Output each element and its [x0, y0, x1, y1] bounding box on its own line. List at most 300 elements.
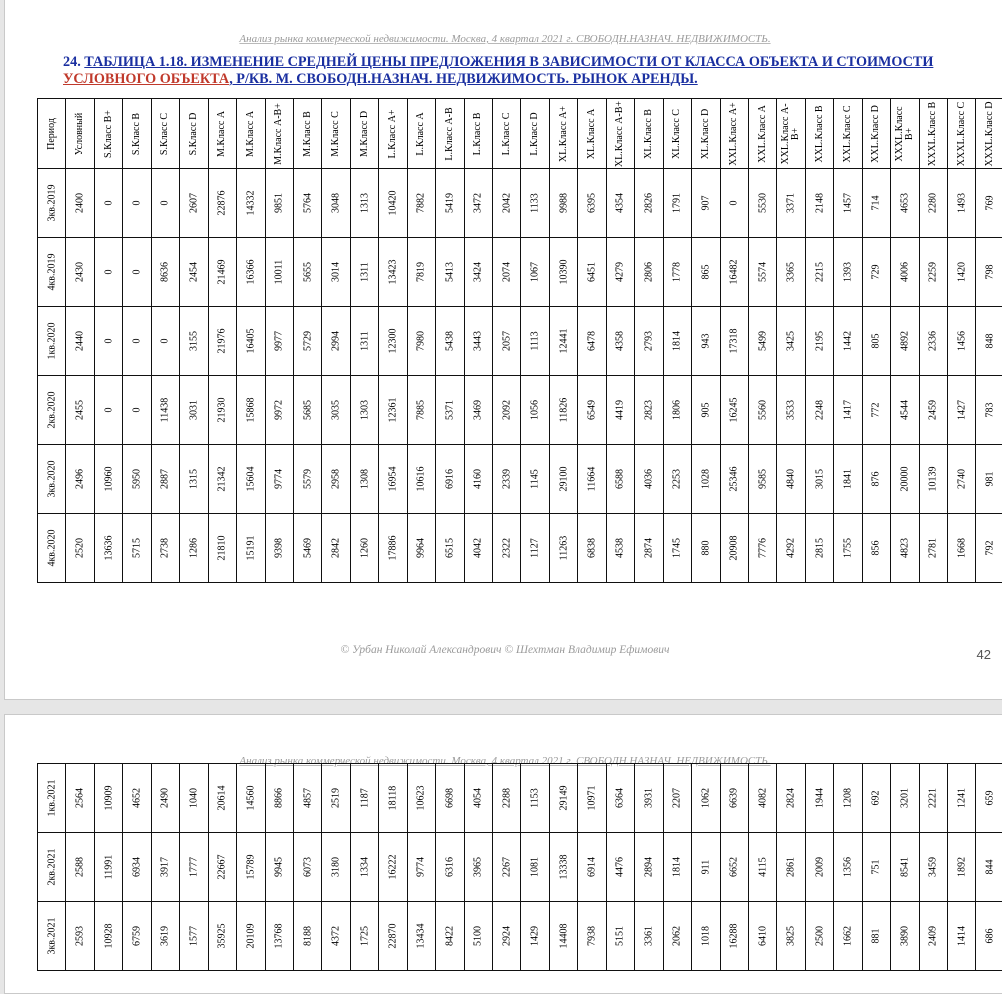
column-header	[322, 99, 350, 169]
value-cell	[293, 833, 321, 902]
value-cell	[692, 514, 720, 583]
value-cell-text: 2588	[75, 857, 86, 877]
value-cell	[322, 833, 350, 902]
value-cell	[293, 902, 321, 971]
value-cell	[493, 238, 521, 307]
value-cell	[976, 238, 1002, 307]
value-cell-text: 2887	[160, 469, 171, 489]
value-cell	[293, 764, 321, 833]
value-cell	[549, 169, 577, 238]
value-cell	[606, 514, 634, 583]
value-cell	[293, 307, 321, 376]
value-cell	[777, 376, 805, 445]
value-cell	[549, 445, 577, 514]
value-cell-text: 772	[871, 403, 882, 418]
value-cell-text: 2500	[814, 926, 825, 946]
value-cell-text: 2430	[75, 262, 86, 282]
value-cell-text: 15789	[245, 855, 256, 880]
value-cell	[521, 376, 549, 445]
value-cell	[464, 376, 492, 445]
value-cell-text: 5579	[302, 469, 313, 489]
value-cell	[322, 764, 350, 833]
column-header-text: S.Класс С	[160, 100, 170, 168]
value-cell-text: 1745	[672, 538, 683, 558]
value-cell	[322, 902, 350, 971]
value-cell	[720, 902, 748, 971]
value-cell	[293, 376, 321, 445]
period-cell-text: 4кв.2019	[46, 253, 57, 290]
value-cell-text: 1127	[530, 538, 541, 558]
value-cell	[123, 307, 151, 376]
table-row	[38, 764, 1002, 833]
value-cell-text: 25346	[729, 467, 740, 492]
value-cell	[265, 307, 293, 376]
value-cell	[948, 833, 976, 902]
column-header	[834, 99, 862, 169]
value-cell-text: 2894	[643, 857, 654, 877]
value-cell	[180, 376, 208, 445]
value-cell	[237, 514, 265, 583]
value-cell	[407, 238, 435, 307]
column-header	[578, 99, 606, 169]
value-cell-text: 5729	[302, 331, 313, 351]
period-cell	[38, 764, 66, 833]
value-cell-text: 2806	[643, 262, 654, 282]
value-cell-text: 3361	[643, 926, 654, 946]
value-cell-text: 22667	[217, 855, 228, 880]
value-cell	[94, 902, 122, 971]
value-cell-text: 3031	[188, 400, 199, 420]
value-cell	[919, 238, 947, 307]
value-cell-text: 1414	[956, 926, 967, 946]
value-cell	[407, 514, 435, 583]
value-cell	[834, 445, 862, 514]
value-cell-text: 13338	[558, 855, 569, 880]
column-header-text: M.Класс А	[246, 100, 256, 168]
value-cell	[720, 764, 748, 833]
value-cell	[919, 445, 947, 514]
column-header-text: XXL.Класс А-В+	[781, 100, 801, 168]
value-cell-text: 2057	[501, 331, 512, 351]
value-cell-text: 4115	[757, 857, 768, 877]
value-cell	[151, 514, 179, 583]
value-cell	[407, 307, 435, 376]
value-cell	[379, 376, 407, 445]
value-cell	[834, 307, 862, 376]
column-header	[976, 99, 1002, 169]
column-header	[265, 99, 293, 169]
value-cell-text: 8188	[302, 926, 313, 946]
value-cell	[493, 514, 521, 583]
value-cell-text: 769	[985, 196, 996, 211]
value-cell	[919, 764, 947, 833]
value-cell	[720, 307, 748, 376]
value-cell-text: 21469	[217, 260, 228, 285]
value-cell-text: 6395	[587, 193, 598, 213]
value-cell-text: 2221	[928, 788, 939, 808]
value-cell	[720, 169, 748, 238]
value-cell-text: 3533	[786, 400, 797, 420]
value-cell-text: 10909	[103, 786, 114, 811]
value-cell	[123, 902, 151, 971]
value-cell-text: 4036	[643, 469, 654, 489]
value-cell-text: 2994	[331, 331, 342, 351]
value-cell	[464, 169, 492, 238]
value-cell	[208, 169, 236, 238]
value-cell	[94, 445, 122, 514]
value-cell	[123, 238, 151, 307]
value-cell-text: 1892	[956, 857, 967, 877]
value-cell	[777, 902, 805, 971]
value-cell-text: 1778	[672, 262, 683, 282]
value-cell-text: 1056	[530, 400, 541, 420]
value-cell-text: 21342	[217, 467, 228, 492]
value-cell	[94, 307, 122, 376]
value-cell	[379, 514, 407, 583]
column-header-text: L.Класс В	[473, 100, 483, 168]
value-cell	[549, 902, 577, 971]
value-cell-text: 1303	[359, 400, 370, 420]
value-cell-text: 856	[871, 541, 882, 556]
value-cell-text: 6451	[587, 262, 598, 282]
value-cell-text: 3443	[473, 331, 484, 351]
value-cell-text: 21810	[217, 536, 228, 561]
value-cell-text: 3619	[160, 926, 171, 946]
value-cell	[692, 833, 720, 902]
value-cell	[464, 833, 492, 902]
value-cell-text: 11664	[587, 467, 598, 492]
column-header-text: XXL.Класс А	[758, 100, 768, 168]
column-header-text: L.Класс А-В	[445, 100, 455, 168]
value-cell	[350, 307, 378, 376]
value-cell-text: 659	[985, 791, 996, 806]
value-cell	[293, 514, 321, 583]
value-cell-text: 5655	[302, 262, 313, 282]
value-cell-text: 1315	[188, 469, 199, 489]
table-header-row	[38, 99, 1002, 169]
value-cell-text: 21976	[217, 329, 228, 354]
value-cell	[606, 902, 634, 971]
value-cell	[493, 169, 521, 238]
column-header	[549, 99, 577, 169]
value-cell-text: 686	[985, 929, 996, 944]
value-cell-text: 8866	[274, 788, 285, 808]
value-cell-text: 3048	[331, 193, 342, 213]
column-header-text: L.Класс А+	[388, 100, 398, 168]
value-cell-text: 880	[700, 541, 711, 556]
value-cell-text: 2248	[814, 400, 825, 420]
value-cell	[720, 376, 748, 445]
column-header-text: M.Класс D	[360, 100, 370, 168]
value-cell	[123, 169, 151, 238]
column-header-text: M.Класс А-В+	[274, 100, 284, 168]
value-cell	[635, 376, 663, 445]
value-cell-text: 2009	[814, 857, 825, 877]
value-cell-text: 0	[103, 408, 114, 413]
period-cell	[38, 376, 66, 445]
value-cell	[720, 514, 748, 583]
value-cell-text: 20109	[245, 924, 256, 949]
value-cell	[606, 238, 634, 307]
value-cell	[180, 514, 208, 583]
period-cell-text: 4кв.2020	[46, 529, 57, 566]
column-header	[350, 99, 378, 169]
value-cell	[976, 445, 1002, 514]
value-cell-text: 16222	[387, 855, 398, 880]
value-cell	[777, 514, 805, 583]
value-cell	[948, 764, 976, 833]
column-header	[692, 99, 720, 169]
value-cell-text: 12441	[558, 329, 569, 354]
value-cell-text: 10928	[103, 924, 114, 949]
value-cell	[379, 238, 407, 307]
table-row	[38, 169, 1002, 238]
value-cell	[606, 764, 634, 833]
value-cell	[663, 307, 691, 376]
value-cell	[549, 514, 577, 583]
value-cell-text: 2459	[928, 400, 939, 420]
value-cell	[834, 376, 862, 445]
value-cell-text: 5413	[444, 262, 455, 282]
value-cell	[862, 902, 890, 971]
value-cell	[834, 514, 862, 583]
value-cell-text: 13768	[274, 924, 285, 949]
value-cell	[464, 238, 492, 307]
value-cell	[834, 238, 862, 307]
value-cell-text: 15868	[245, 398, 256, 423]
column-header-text: XL.Класс В	[644, 100, 654, 168]
value-cell-text: 907	[700, 196, 711, 211]
value-cell	[464, 514, 492, 583]
value-cell	[748, 307, 776, 376]
column-header-text: XL.Класс С	[672, 100, 682, 168]
value-cell-text: 4538	[615, 538, 626, 558]
value-cell-text: 10139	[928, 467, 939, 492]
value-cell	[578, 833, 606, 902]
value-cell	[692, 169, 720, 238]
value-cell	[805, 238, 833, 307]
value-cell	[322, 307, 350, 376]
value-cell-text: 2280	[928, 193, 939, 213]
value-cell-text: 2740	[956, 469, 967, 489]
value-cell	[635, 169, 663, 238]
value-cell-text: 798	[985, 265, 996, 280]
value-cell	[635, 902, 663, 971]
value-cell	[606, 307, 634, 376]
value-cell	[976, 833, 1002, 902]
value-cell	[692, 902, 720, 971]
value-cell-text: 2490	[160, 788, 171, 808]
column-header	[919, 99, 947, 169]
column-header	[208, 99, 236, 169]
value-cell	[265, 514, 293, 583]
value-cell	[464, 764, 492, 833]
column-header	[748, 99, 776, 169]
value-cell-text: 2062	[672, 926, 683, 946]
value-cell-text: 7938	[587, 926, 598, 946]
value-cell-text: 2593	[75, 926, 86, 946]
value-cell-text: 16405	[245, 329, 256, 354]
value-cell	[407, 376, 435, 445]
value-cell-text: 8541	[899, 857, 910, 877]
value-cell	[521, 445, 549, 514]
period-cell-text: 1кв.2020	[46, 322, 57, 359]
document-page-1	[4, 0, 1002, 700]
value-cell-text: 2793	[643, 331, 654, 351]
value-cell	[805, 514, 833, 583]
value-cell	[322, 169, 350, 238]
value-cell	[265, 764, 293, 833]
value-cell-text: 8422	[444, 926, 455, 946]
value-cell	[578, 764, 606, 833]
value-cell-text: 0	[132, 201, 143, 206]
value-cell-text: 2454	[188, 262, 199, 282]
value-cell-text: 35925	[217, 924, 228, 949]
value-cell	[350, 169, 378, 238]
value-cell	[521, 169, 549, 238]
value-cell-text: 1040	[188, 788, 199, 808]
value-cell-text: 9774	[416, 857, 427, 877]
value-cell	[151, 902, 179, 971]
value-cell	[66, 376, 94, 445]
value-cell	[777, 445, 805, 514]
value-cell-text: 7980	[416, 331, 427, 351]
value-cell	[891, 445, 919, 514]
column-header-text: M.Класс С	[331, 100, 341, 168]
value-cell	[692, 307, 720, 376]
value-cell	[237, 238, 265, 307]
value-cell-text: 16245	[729, 398, 740, 423]
value-cell	[862, 169, 890, 238]
value-cell	[208, 376, 236, 445]
value-cell	[663, 445, 691, 514]
value-cell-text: 4292	[786, 538, 797, 558]
value-cell	[265, 833, 293, 902]
value-cell	[521, 514, 549, 583]
value-cell	[862, 445, 890, 514]
column-header-text: XXL.Класс D	[871, 100, 881, 168]
value-cell-text: 2874	[643, 538, 654, 558]
value-cell-text: 6838	[587, 538, 598, 558]
value-cell-text: 3459	[928, 857, 939, 877]
value-cell-text: 14408	[558, 924, 569, 949]
value-cell-text: 1420	[956, 262, 967, 282]
value-cell	[805, 307, 833, 376]
column-header	[123, 99, 151, 169]
value-cell	[379, 764, 407, 833]
value-cell-text: 2564	[75, 788, 86, 808]
value-cell-text: 692	[871, 791, 882, 806]
value-cell-text: 3201	[899, 788, 910, 808]
value-cell	[578, 169, 606, 238]
value-cell-text: 10420	[387, 191, 398, 216]
value-cell	[635, 514, 663, 583]
value-cell-text: 1208	[842, 788, 853, 808]
value-cell	[493, 307, 521, 376]
value-cell-text: 751	[871, 860, 882, 875]
value-cell-text: 0	[103, 339, 114, 344]
value-cell-text: 29100	[558, 467, 569, 492]
value-cell	[976, 514, 1002, 583]
value-cell	[123, 445, 151, 514]
column-header-text: XXXL.Класс В	[928, 100, 938, 168]
value-cell-text: 4476	[615, 857, 626, 877]
value-cell	[976, 307, 1002, 376]
value-cell-text: 1313	[359, 193, 370, 213]
value-cell	[549, 833, 577, 902]
value-cell	[464, 902, 492, 971]
value-cell	[94, 238, 122, 307]
value-cell-text: 876	[871, 472, 882, 487]
value-cell	[948, 169, 976, 238]
value-cell-text: 4006	[899, 262, 910, 282]
value-cell	[151, 238, 179, 307]
value-cell	[976, 376, 1002, 445]
period-cell-text: 2кв.2021	[46, 848, 57, 885]
value-cell	[180, 238, 208, 307]
value-cell-text: 1334	[359, 857, 370, 877]
value-cell-text: 805	[871, 334, 882, 349]
value-cell-text: 4354	[615, 193, 626, 213]
value-cell-text: 9977	[274, 331, 285, 351]
value-cell	[237, 833, 265, 902]
value-cell-text: 5151	[615, 926, 626, 946]
column-header-text: S.Класс В+	[104, 100, 114, 168]
value-cell-text: 2267	[501, 857, 512, 877]
value-cell	[180, 169, 208, 238]
value-cell	[720, 833, 748, 902]
value-cell-text: 2288	[501, 788, 512, 808]
value-cell-text: 4892	[899, 331, 910, 351]
value-cell	[379, 833, 407, 902]
value-cell-text: 10390	[558, 260, 569, 285]
value-cell	[350, 238, 378, 307]
value-cell	[379, 445, 407, 514]
value-cell	[919, 376, 947, 445]
value-cell	[350, 833, 378, 902]
column-header	[94, 99, 122, 169]
value-cell-text: 16366	[245, 260, 256, 285]
column-header	[237, 99, 265, 169]
table-row	[38, 514, 1002, 583]
value-cell	[66, 169, 94, 238]
value-cell	[748, 445, 776, 514]
value-cell-text: 792	[985, 541, 996, 556]
value-cell-text: 2042	[501, 193, 512, 213]
value-cell	[692, 376, 720, 445]
value-cell-text: 7885	[416, 400, 427, 420]
value-cell-text: 1791	[672, 193, 683, 213]
value-cell-text: 1668	[956, 538, 967, 558]
value-cell-text: 5685	[302, 400, 313, 420]
value-cell-text: 6364	[615, 788, 626, 808]
value-cell-text: 12361	[387, 398, 398, 423]
value-cell-text: 0	[160, 339, 171, 344]
value-cell	[237, 307, 265, 376]
value-cell-text: 10616	[416, 467, 427, 492]
value-cell	[265, 238, 293, 307]
period-cell-text: 3кв.2020	[46, 460, 57, 497]
value-cell-text: 844	[985, 860, 996, 875]
value-cell-text: 6698	[444, 788, 455, 808]
value-cell	[777, 238, 805, 307]
value-cell	[834, 169, 862, 238]
value-cell	[748, 833, 776, 902]
value-cell-text: 1133	[530, 193, 541, 213]
value-cell-text: 10011	[274, 260, 285, 285]
value-cell	[293, 238, 321, 307]
value-cell-text: 17318	[729, 329, 740, 354]
